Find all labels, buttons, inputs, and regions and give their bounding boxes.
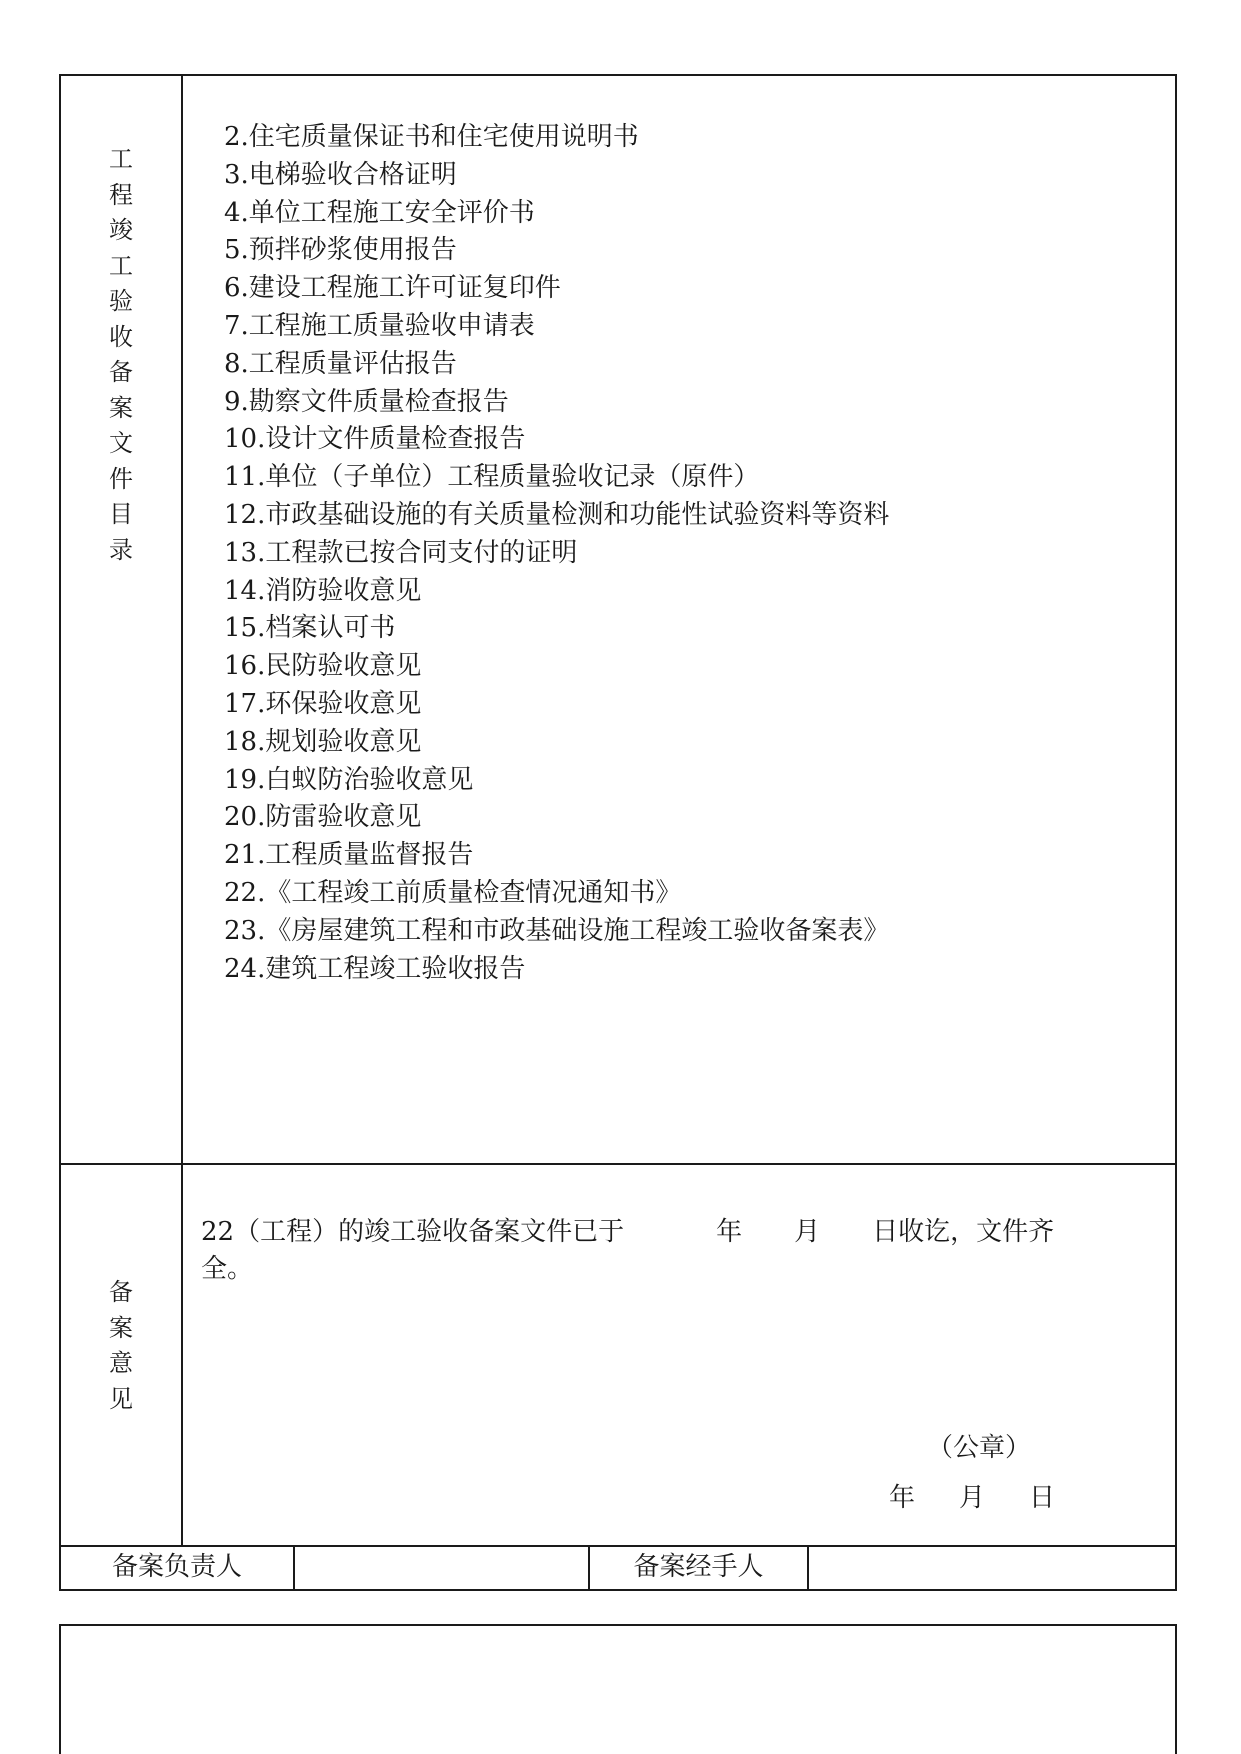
list-item: 12.市政基础设施的有关质量检测和功能性试验资料等资料 [224,499,890,530]
list-item: 17.环保验收意见 [224,688,422,719]
label-char: 备 [109,358,133,386]
responsible-field[interactable] [295,1547,588,1587]
sign-date-day: 日 [1029,1483,1056,1513]
list-item: 14.消防验收意见 [224,575,422,606]
label-char: 意 [109,1349,133,1377]
label-char: 案 [109,393,133,422]
list-item: 4.单位工程施工安全评价书 [224,197,535,228]
list-item: 16.民防验收意见 [224,651,422,682]
list-item: 24.建筑工程竣工验收报告 [224,953,526,984]
file-list [224,119,889,988]
list-item: 20.防雷验收意见 [224,802,422,833]
list-item: 2.住宅质量保证书和住宅使用说明书 [224,122,639,152]
sign-date-year: 年 [889,1483,916,1513]
label-char: 见 [109,1384,133,1413]
label-char: 备 [109,1278,133,1306]
list-item: 3.电梯验收合格证明 [224,159,457,190]
next-table-top [59,1624,1177,1626]
opinion-year-label: 年 [716,1217,743,1247]
label-char: 案 [109,1313,133,1342]
list-item: 22.《工程竣工前质量检查情况通知书》 [224,877,682,908]
opinion-text-start: 22（工程）的竣工验收备案文件已于 [201,1217,625,1247]
label-char: 工 [109,251,133,280]
label-char: 验 [109,287,133,315]
list-item: 10.设计文件质量检查报告 [224,424,526,455]
opinion-line-1 [201,1214,1151,1251]
label-char: 程 [109,180,133,209]
list-item: 11.单位（子单位）工程质量验收记录（原件） [224,462,760,493]
label-char: 录 [109,535,133,564]
list-item: 19.白蚁防治验收意见 [224,764,474,795]
opinion-line-2: 全。 [201,1254,254,1284]
list-item: 13.工程款已按合同支付的证明 [224,537,578,568]
next-table-left [59,1624,61,1754]
list-item: 9.勘察文件质量检查报告 [224,386,509,417]
label-char: 收 [109,322,133,351]
label-char: 文 [109,429,133,457]
list-item: 23.《房屋建筑工程和市政基础设施工程竣工验收备案表》 [224,915,890,946]
label-char: 目 [109,500,133,528]
table-border-right [1175,74,1177,1590]
table-border-bottom [59,1589,1177,1591]
responsible-label: 备案负责人 [111,1552,242,1582]
handler-label: 备案经手人 [633,1552,764,1582]
list-item: 15.档案认可书 [224,613,396,644]
list-item: 6.建设工程施工许可证复印件 [224,273,561,304]
section-divider [59,1163,1177,1165]
label-char: 竣 [109,216,133,244]
seal-label: （公章） [927,1433,1032,1463]
list-item: 5.预拌砂浆使用报告 [224,235,457,266]
list-item: 8.工程质量评估报告 [224,348,457,379]
opinion-month-label: 月 [794,1217,821,1247]
opinion-text [201,1214,1151,1288]
list-item: 18.规划验收意见 [224,726,422,757]
opinion-section-label [61,1275,181,1417]
sign-date-month: 月 [959,1483,986,1513]
label-char: 工 [109,145,133,173]
next-table-right [1175,1624,1177,1754]
opinion-text-end: 日收讫，文件齐 [872,1217,1055,1247]
table-border-top [59,74,1177,76]
handler-field[interactable] [809,1547,1175,1587]
sign-date [889,1477,1055,1514]
list-item: 7.工程施工质量验收申请表 [224,310,535,341]
list-item: 21.工程质量监督报告 [224,840,474,871]
label-char: 件 [109,464,133,493]
files-section-label [61,142,181,568]
label-column-divider [181,74,183,1546]
